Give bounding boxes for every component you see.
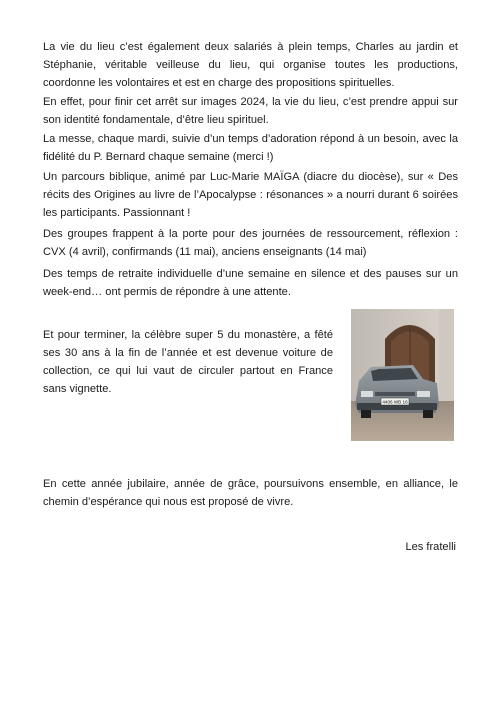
paragraph-super5: Et pour terminer, la célèbre super 5 du monastère, a fêté ses 30 ans à la fin de l’année et est devenue voiture de collection, ce qui lui vaut de circuler partout en France sans vignette.: [43, 329, 333, 395]
paragraph-mass: La messe, chaque mardi, suivie d’un temps d’adoration répond à un besoin, avec la fidélité du P. Bernard chaque semaine (merci !): [43, 133, 458, 163]
car-photo: [351, 309, 454, 441]
paragraph-biblical-course: Un parcours biblique, animé par Luc-Marie MAÏGA (diacre du diocèse), sur « Des récits des Origines au livre de l’Apocalypse : résonances » a nourri durant 6 soirées les participants. Passionnant !: [43, 171, 458, 219]
paragraph-staff: La vie du lieu c’est également deux salariés à plein temps, Charles au jardin et Stéphanie, véritable veilleuse du lieu, qui organise toutes les productions, coordonne les volontaires et est en charge des propositions spirituelles.: [43, 41, 458, 89]
paragraph-spiritual-identity: En effet, pour finir cet arrêt sur images 2024, la vie du lieu, c’est prendre appui sur son identité fondamentale, d’être lieu spirituel.: [43, 96, 458, 126]
signature: Les fratelli: [405, 541, 456, 553]
paragraph-groups: Des groupes frappent à la porte pour des journées de ressourcement, réflexion : CVX (4 avril), confirmands (11 mai), anciens enseignants (14 mai): [43, 228, 458, 258]
paragraph-jubilee: En cette année jubilaire, année de grâce, poursuivons ensemble, en alliance, le chemin d’espérance qui nous est proposé de vivre.: [43, 478, 458, 508]
license-plate-text: 4406 WB 16: [382, 399, 408, 405]
paragraph-retreats: Des temps de retraite individuelle d’une semaine en silence et des pauses sur un week-end… ont permis de répondre à une attente.: [43, 268, 458, 298]
